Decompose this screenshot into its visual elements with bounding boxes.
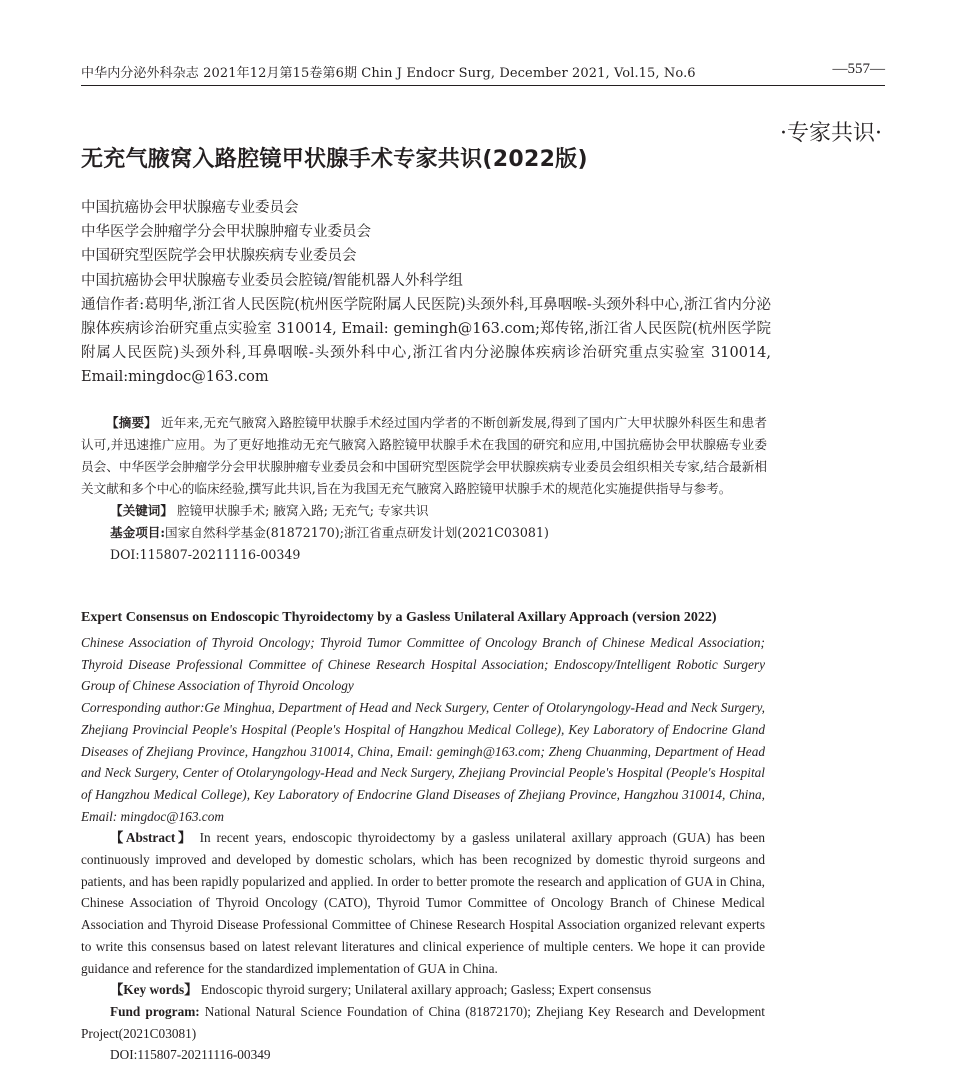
fund-zh-label: 基金项目: [110, 525, 166, 540]
journal-citation-line: 中华内分泌外科杂志 2021年12月第15卷第6期 Chin J Endocr Surg, December 2021, Vol.15, No.6 [81, 66, 696, 81]
author-group: 中国抗癌协会甲状腺癌专业委员会 [81, 200, 299, 216]
keywords-zh-text: 腔镜甲状腺手术; 腋窝入路; 无充气; 专家共识 [176, 503, 429, 518]
corresponding-author-zh: 通信作者:葛明华,浙江省人民医院(杭州医学院附属人民医院)头颈外科,耳鼻咽喉-头颈外科中心,浙江省内分泌腺体疾病诊治研究重点实验室 310014, Email: gemingh@163.com;郑传铭,浙江省人民医院(杭州医学院附属人民医院)头颈外科,耳鼻咽喉-头颈外科中心,浙江省内分泌腺体疾病诊治研究重点实验室 310014, Email:mingdoc@163.com [81, 296, 771, 386]
english-affiliations: Chinese Association of Thyroid Oncology; Thyroid Tumor Committee of Oncology Branch of Chinese Medical Association; Thyroid Disease Professional Committee of Chinese Research Hospital Association; Endoscopy/Intelligent Robotic Surgery Group of Chinese Association of Thyroid Oncology [81, 635, 765, 694]
author-group: 中华医学会肿瘤学分会甲状腺肿瘤专业委员会 [81, 224, 371, 241]
english-fund [81, 1001, 765, 1044]
fund-zh-text: 国家自然科学基金(81872170);浙江省重点研发计划(2021C03081) [165, 525, 549, 540]
article-title: 无充气腋窝入路腔镜甲状腺手术专家共识(2022版) [81, 147, 588, 172]
fund-zh [81, 522, 767, 544]
author-group: 中国研究型医院学会甲状腺疾病专业委员会 [81, 248, 357, 265]
page-number: —557— [832, 61, 885, 77]
column-tag: ·专家共识· [780, 121, 882, 146]
author-group: 中国抗癌协会甲状腺癌专业委员会腔镜/智能机器人外科学组 [81, 272, 463, 289]
english-corresponding-author: Corresponding author:Ge Minghua, Department of Head and Neck Surgery, Center of Otolaryngology-Head and Neck Surgery, Zhejiang Provincial People's Hospital (People's Hospital of Hangzhou Medical College), Key Laboratory of Endocrine Gland Diseases of Zhejiang Province, Hangzhou 310014, China, Email: gemingh@163.com; Zheng Chuanming, Department of Head and Neck Surgery, Center of Otolaryngology-Head and Neck Surgery, Zhejiang Provincial People's Hospital (People's Hospital of Hangzhou Medical College), Key Laboratory of Endocrine Gland Diseases of Zhejiang Province, Hangzhou 310014, China, Email: mingdoc@163.com [81, 700, 765, 824]
english-abstract-text: In recent years, endoscopic thyroidectomy by a gasless unilateral axillary approach (GUA) has been continuously improved and developed by domestic scholars, which has been recognized by domestic thyroid surgeons and patients, and has been rapidly popularized and applied. In order to better promote the research and application of GUA in China, Chinese Association of Thyroid Oncology (CATO), Thyroid Tumor Committee of Oncology Branch of Chinese Medical Association and Thyroid Disease Professional Committee of Chinese Research Hospital Association organized relevant experts to write this consensus based on latest relevant literatures and clinical experience of multiple centers. We hope it can provide guidance and reference for the standardized implementation of GUA in China. [81, 830, 766, 976]
english-fund-text: National Natural Science Foundation of China (81872170); Zhejiang Key Research and Development Project(2021C03081) [81, 1003, 765, 1041]
english-keywords-label: 【Key words】 [110, 982, 198, 998]
english-fund-label: Fund program: [110, 1003, 200, 1019]
english-title: Expert Consensus on Endoscopic Thyroidectomy by a Gasless Unilateral Axillary Approach (version 2022) [81, 610, 717, 625]
english-abstract-label: 【Abstract】 [110, 830, 194, 846]
keywords-zh [81, 500, 767, 522]
header-rule [81, 85, 885, 86]
english-doi: DOI:115807-20211116-00349 [110, 1047, 271, 1063]
keywords-zh-label: 【关键词】 [110, 503, 173, 518]
abstract-zh-text: 近年来,无充气腋窝入路腔镜甲状腺手术经过国内学者的不断创新发展,得到了国内广大甲状腺外科医生和患者认可,并迅速推广应用。为了更好地推动无充气腋窝入路腔镜甲状腺手术在我国的研究和应用,中国抗癌协会甲状腺癌专业委员会、中华医学会肿瘤学分会甲状腺肿瘤专业委员会和中国研究型医院学会甲状腺疾病专业委员会组织相关专家,结合最新相关文献和多个中心的临床经验,撰写此共识,旨在为我国无充气腋窝入路腔镜甲状腺手术的规范化实施提供指导与参考。 [81, 415, 768, 496]
english-keywords-text: Endoscopic thyroid surgery; Unilateral axillary approach; Gasless; Expert consensus [200, 982, 652, 998]
running-header [81, 58, 885, 86]
english-keywords [81, 979, 765, 1001]
chinese-author-block [81, 196, 771, 390]
abstract-zh [81, 412, 767, 500]
english-abstract [81, 827, 765, 979]
doi-zh: DOI:115807-20211116-00349 [110, 547, 301, 562]
abstract-zh-label: 【摘要】 [106, 415, 157, 430]
english-section [81, 632, 765, 1066]
chinese-abstract-section [81, 412, 767, 566]
